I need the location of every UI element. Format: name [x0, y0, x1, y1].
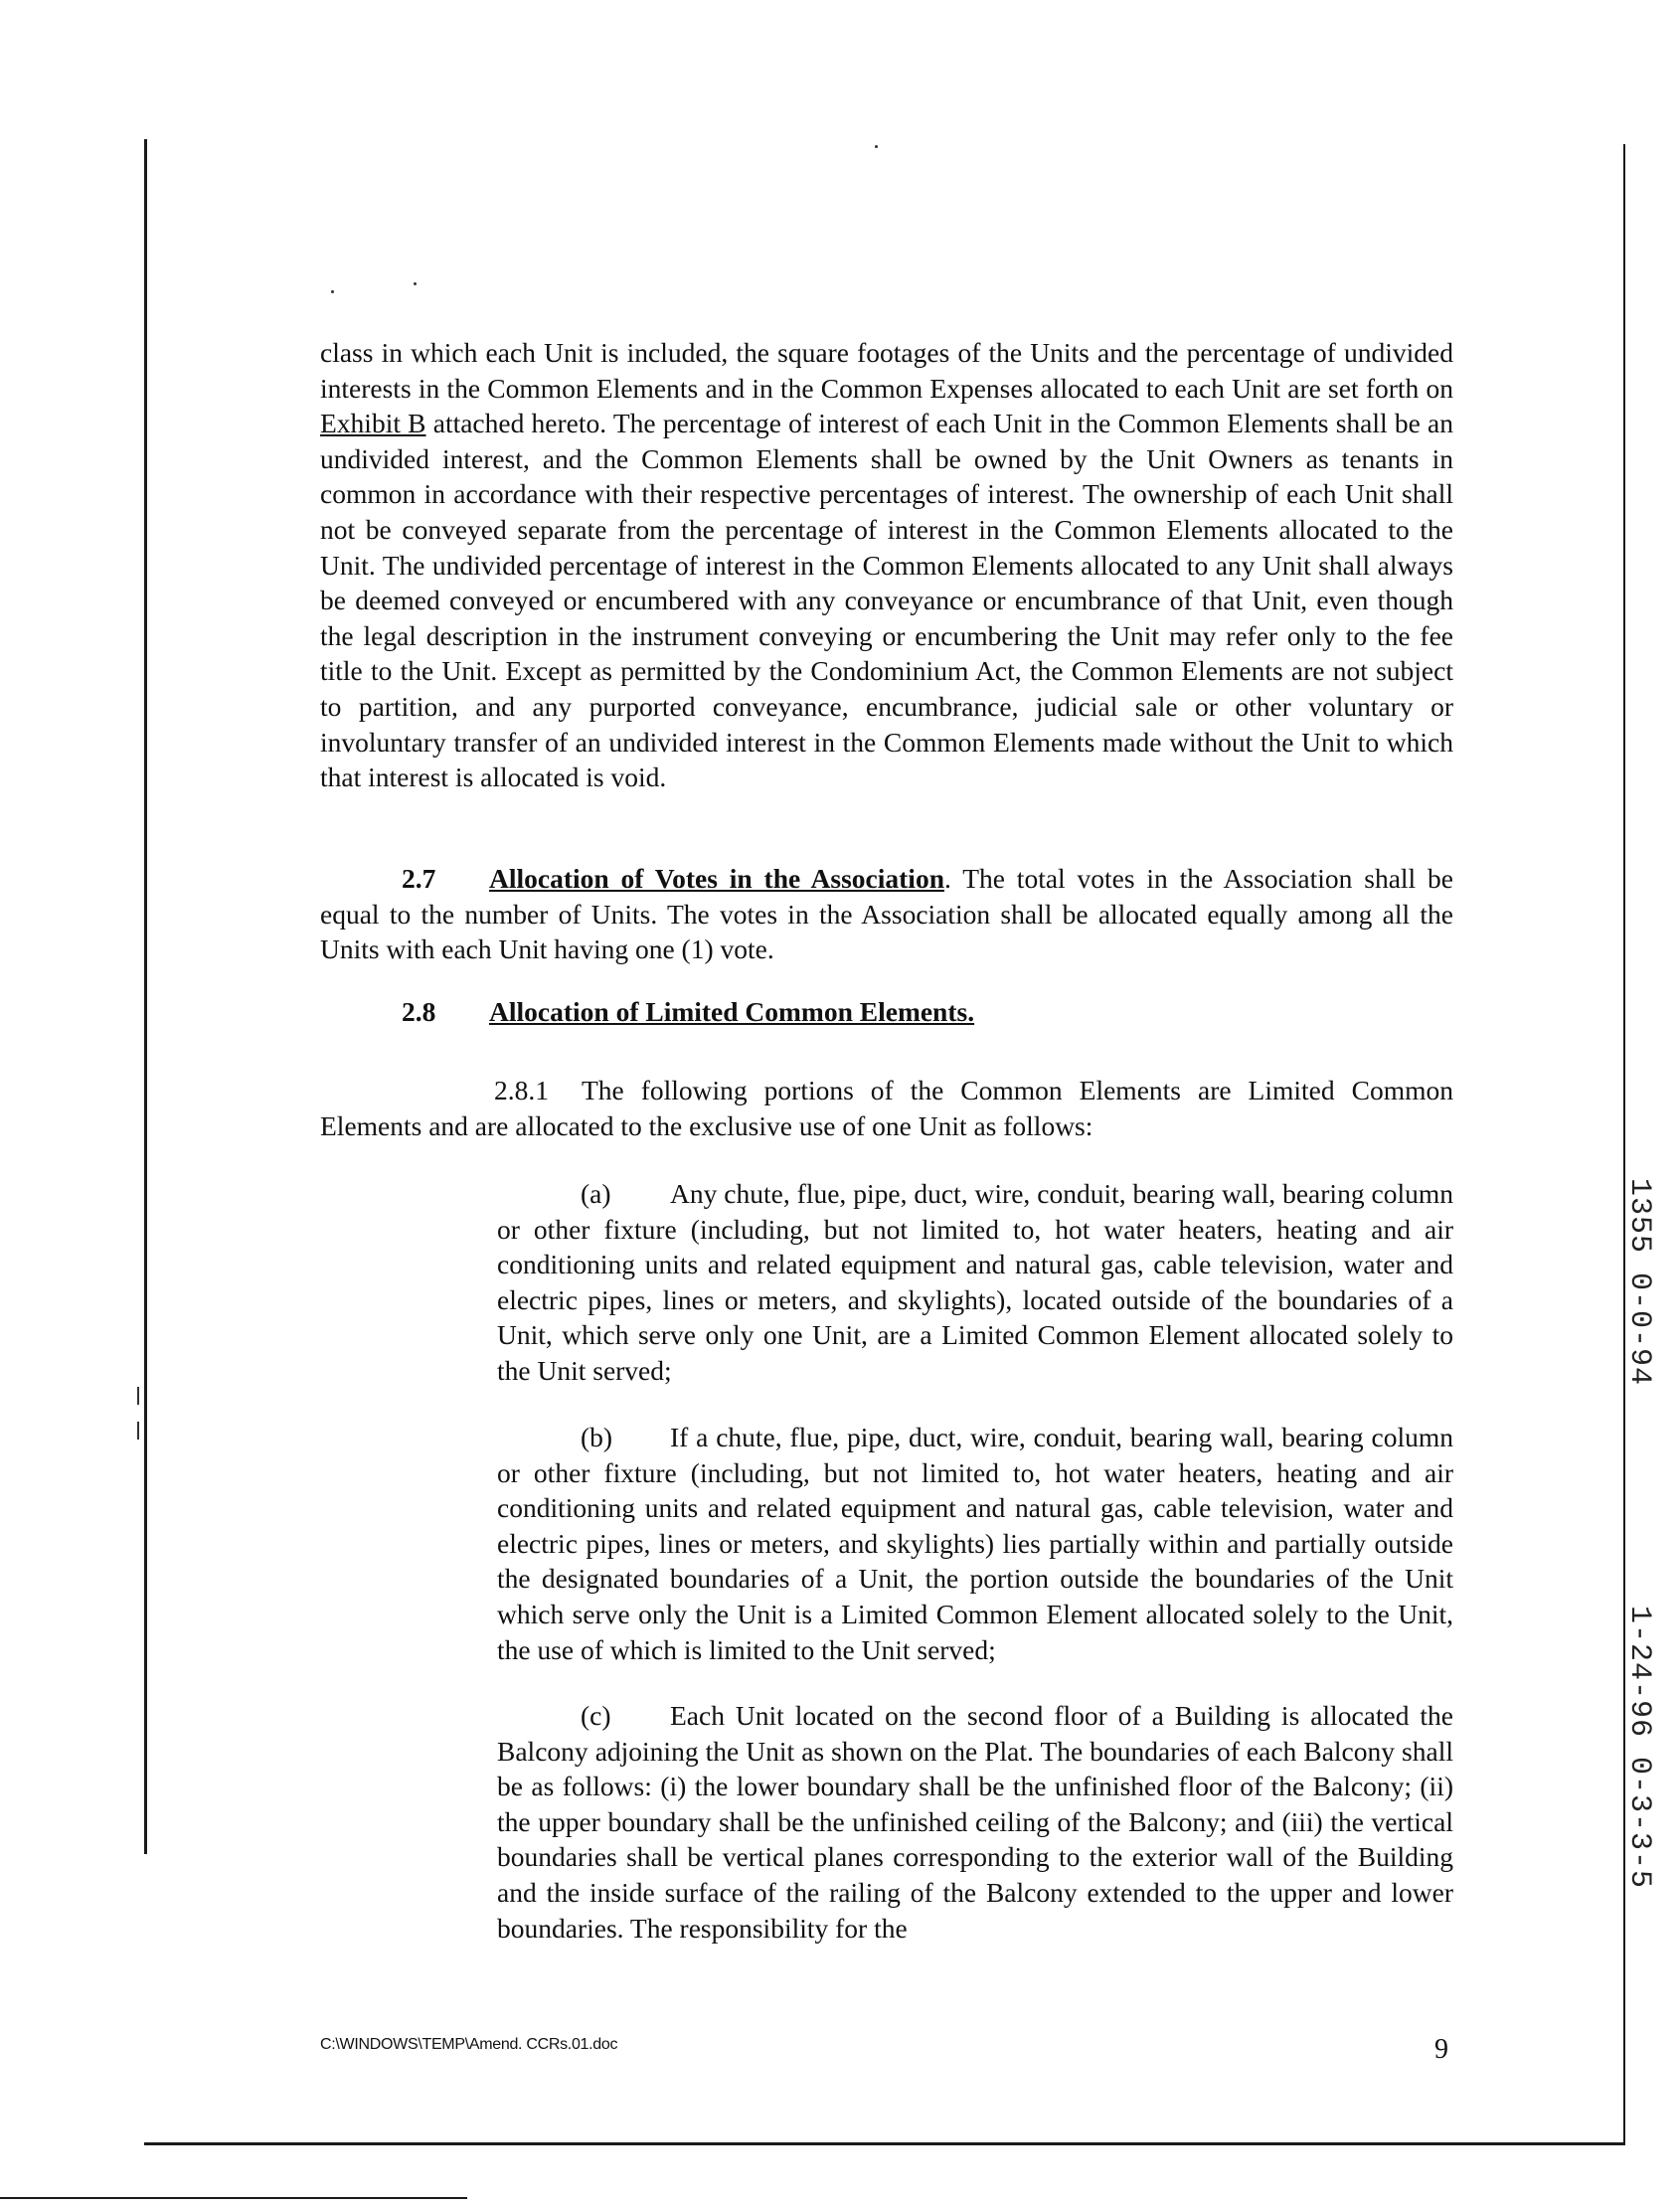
section-number: 2.8 — [402, 996, 436, 1027]
item-text: Any chute, flue, pipe, duct, wire, conduit, bearing wall, bearing column or other fixture (including, but not limited to, hot water heaters, heating and air conditioning units and related equipment and natural gas, cable television, water and electric pipes, lines or meters, and skylights), located outside of the boundaries of a Unit, which serve only one Unit, are a Limited Common Element allocated solely to the Unit served; — [497, 1178, 1453, 1386]
scan-speck — [331, 290, 334, 293]
item-text: If a chute, flue, pipe, duct, wire, conduit, bearing wall, bearing column or other fixture (including, but not limited to, hot water heaters, heating and air conditioning units and related equipment and natural gas, cable television, water and electric pipes, lines or meters, and skylights) lies partially within and partially outside the designated boundaries of a Unit, the portion outside the boundaries of the Unit which serve only the Unit is a Limited Common Element allocated solely to the Unit, the use of which is limited to the Unit served; — [497, 1422, 1453, 1665]
section-2-8-1 — [320, 1073, 1453, 1143]
item-b — [497, 1420, 1453, 1667]
scan-speck — [414, 282, 417, 285]
section-title: Allocation of Limited Common Elements. — [489, 996, 975, 1027]
subsection-text: The following portions of the Common Elements are Limited Common Elements and are allocated to the exclusive use of one Unit as follows: — [320, 1075, 1453, 1141]
scan-mark — [137, 1422, 139, 1440]
scan-mark — [137, 1387, 139, 1405]
footer-file-path: C:\WINDOWS\TEMP\Amend. CCRs.01.doc — [320, 2036, 618, 2053]
page-number: 9 — [1434, 2034, 1448, 2065]
scan-border-bottom-edge — [0, 2197, 467, 2199]
item-a — [497, 1176, 1453, 1389]
section-2-7 — [320, 861, 1453, 967]
scan-border-left — [144, 139, 147, 1854]
intro-paragraph — [320, 335, 1453, 795]
item-c — [497, 1698, 1453, 1946]
scan-speck — [875, 145, 878, 148]
section-text: . The total votes in the Association shall be equal to the number of Units. The votes in the Association shall be allocated equally among all the Units with each Unit having one (1) vote. — [320, 863, 1453, 965]
subsection-number: 2.8.1 — [494, 1075, 549, 1105]
item-label: (a) — [581, 1178, 611, 1209]
recording-stamp-lower: 1-24-96 0-3-3-5 — [1622, 1606, 1656, 1890]
section-2-8 — [320, 994, 1453, 1030]
item-label: (c) — [581, 1700, 611, 1731]
exhibit-b-reference: Exhibit B — [320, 408, 426, 439]
intro-text: class in which each Unit is included, the square footages of the Units and the percentage of undivided interests in the Common Elements and in the Common Expenses allocated to each Unit are set forth on — [320, 337, 1453, 404]
section-number: 2.7 — [402, 863, 436, 894]
intro-text-rest: attached hereto. The percentage of interest of each Unit in the Common Elements shall be an undivided interest, and the Common Elements shall be owned by the Unit Owners as tenants in common in accordance with their respective percentages of interest. The ownership of each Unit shall not be conveyed separate from the percentage of interest in the Common Elements allocated to the Unit. The undivided percentage of interest in the Common Elements allocated to any Unit shall always be deemed conveyed or encumbered with any conveyance or encumbrance of that Unit, even though the legal description in the instrument conveying or encumbering the Unit may refer only to the fee title to the Unit. Except as permitted by the Condominium Act, the Common Elements are not subject to partition, and any purported conveyance, encumbrance, judicial sale or other voluntary or involuntary transfer of an undivided interest in the Common Elements made without the Unit to which that interest is allocated is void. — [320, 408, 1453, 793]
item-label: (b) — [581, 1422, 613, 1452]
recording-stamp-upper: 1355 0-0-94 — [1622, 1178, 1656, 1387]
item-text: Each Unit located on the second floor of a Building is allocated the Balcony adjoining the Unit as shown on the Plat. The boundaries of each Balcony shall be as follows: (i) the lower boundary shall be the unfinished floor of the Balcony; (ii) the upper boundary shall be the unfinished ceiling of the Balcony; and (iii) the vertical boundaries shall be vertical planes corresponding to the exterior wall of the Building and the inside surface of the railing of the Balcony extended to the upper and lower boundaries. The responsibility for the — [497, 1700, 1453, 1944]
scan-border-bottom — [144, 2142, 1625, 2145]
section-title: Allocation of Votes in the Association — [489, 863, 944, 894]
